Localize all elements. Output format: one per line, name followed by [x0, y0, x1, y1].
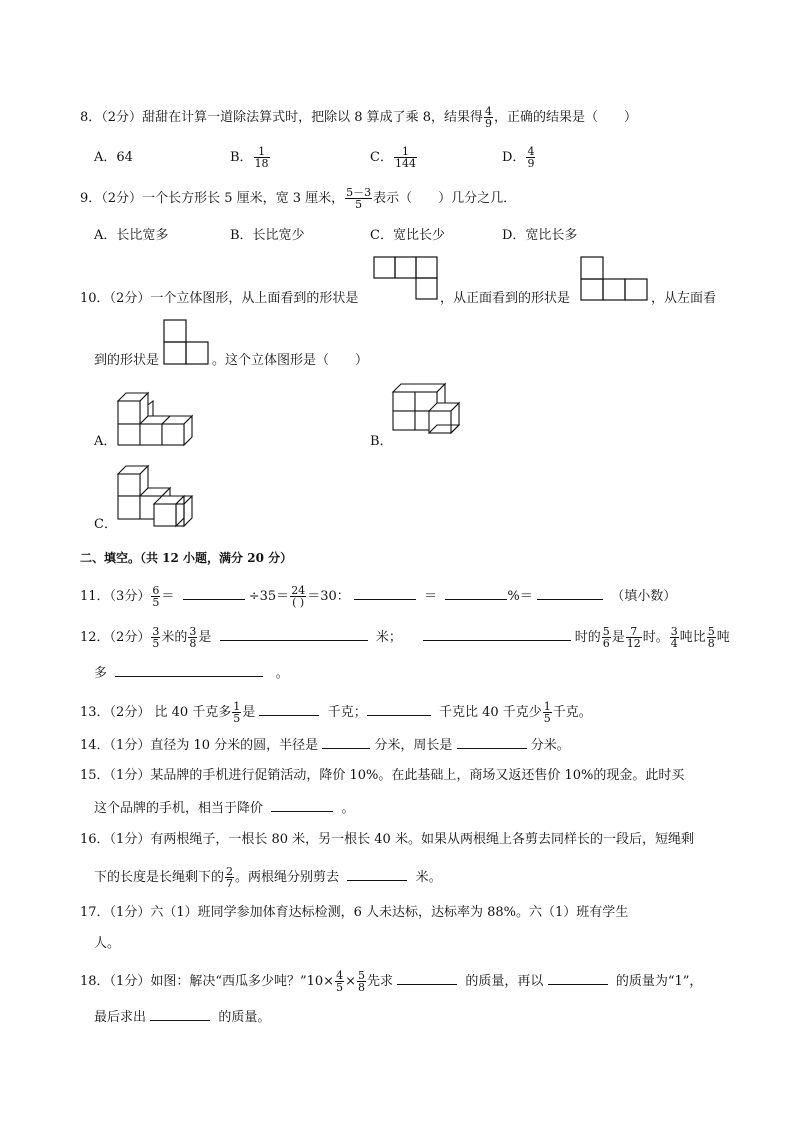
- q13-blank-1[interactable]: [259, 703, 319, 716]
- q16-stem-line2: 下的长度是长绳剩下的 $\frac{2}{7}$ 。两根绳分别剪去 米。: [94, 865, 442, 890]
- q11-blank-1[interactable]: [183, 587, 245, 600]
- q14-blank-1[interactable]: [322, 736, 370, 749]
- q16-blank-1[interactable]: [347, 868, 407, 881]
- q9-option-c[interactable]: C．宽比长少: [370, 228, 445, 243]
- q9-option-b[interactable]: B．长比宽少: [230, 228, 305, 243]
- q10-top-view: [374, 257, 440, 302]
- q18-stem-line2: 最后求出 的质量。: [94, 1010, 271, 1025]
- q8-stem: [80, 106, 637, 129]
- q8-tail: ，正确的结果是（ ）: [494, 110, 638, 125]
- q13-blank-2[interactable]: [367, 703, 431, 716]
- q17-stem-line1: 17．（1分）六（1）班同学参加体育达标检测，6 人未达标，达标率为 88%。六（1）班有学生: [80, 905, 629, 920]
- q12-stem-line2: 多 。: [94, 666, 289, 681]
- q15-stem-line2: 这个品牌的手机，相当于降价 。: [94, 801, 355, 816]
- q10-stem-line1: 10．（2分）一个立体图形，从上面看到的形状是: [80, 291, 359, 306]
- q14-blank-2[interactable]: [457, 736, 527, 749]
- q10-left-view: [164, 320, 214, 368]
- q8-option-b[interactable]: B． $\frac{1}{18}$: [230, 145, 269, 170]
- q9-stem: 9．（2分）一个长方形长 5 厘米，宽 3 厘米， $\frac{5-3}{5}$ 表示（ ）几分之几．: [80, 186, 517, 211]
- q10-option-b-figure[interactable]: [393, 384, 473, 446]
- q17-stem-line2: 人。: [94, 936, 121, 951]
- q10-text5: 。这个立体图形是（ ）: [212, 353, 369, 368]
- q12-stem-line1: 12．（2分） $\frac{3}{5}$ 米的 $\frac{3}{8}$ 是 米； 时的 $\frac{5}{6}$ 是 $\frac{7}{12}$ 时。 $\frac{3}{4}$ 吨比 $\frac{5}{8}$ 吨: [80, 625, 730, 650]
- q10-option-b-label[interactable]: B．: [370, 434, 393, 449]
- q10-option-c-figure[interactable]: [118, 466, 198, 528]
- q8-text: 甜甜在计算一道除法算式时，把除以 8 算成了乘 8，结果得: [142, 110, 484, 125]
- q8-score: （2分）: [101, 110, 143, 125]
- q10-option-c-label[interactable]: C．: [94, 517, 117, 532]
- q9-option-a[interactable]: A．长比宽多: [94, 228, 169, 243]
- q11-blank-4[interactable]: [537, 587, 603, 600]
- q12-blank-1[interactable]: [220, 628, 368, 641]
- q10-text2: ，从正面看到的形状是: [440, 291, 571, 306]
- q15-stem-line1: 15．（1分）某品牌的手机进行促销活动，降价 10%。在此基础上，商场又返还售价 10%的现金。此时买: [80, 768, 685, 783]
- section-2-heading: 二、填空。（共 12 小题，满分 20 分）: [80, 551, 293, 565]
- q11-stem: 11．（3分） $\frac{6}{5}$ ＝ ÷35＝ $\frac{24}{( )}$ ＝30： ＝ %＝ （填小数）: [80, 584, 677, 609]
- q18-blank-2[interactable]: [548, 972, 608, 985]
- q18-stem-line1: 18．（1分）如图：解决“西瓜多少吨？”10× $\frac{4}{5}$ × $\frac{5}{8}$ 先求 的质量，再以 的质量为“1”，: [80, 969, 703, 994]
- q9-fraction: $\frac{5-3}{5}$: [346, 186, 372, 211]
- q8-option-c[interactable]: C． $\frac{1}{144}$: [370, 145, 416, 170]
- q15-blank-1[interactable]: [271, 799, 333, 812]
- q18-blank-1[interactable]: [397, 972, 457, 985]
- q10-front-view: [581, 257, 651, 302]
- q10-text3: ，从左面看: [651, 291, 717, 306]
- q13-stem: 13．（2分） 比 40 千克多 $\frac{1}{5}$ 是 千克； 千克比 40 千克少 $\frac{1}{5}$ 千克。: [80, 700, 592, 725]
- q10-stem-line2: 到的形状是: [94, 353, 160, 368]
- q10-option-a-label[interactable]: A．: [94, 434, 117, 449]
- q8-number: 8．: [80, 110, 102, 125]
- q11-blank-3[interactable]: [445, 587, 507, 600]
- q12-blank-2[interactable]: [423, 628, 571, 641]
- q8-option-a[interactable]: A．64: [94, 150, 133, 165]
- q9-option-d[interactable]: D．宽比长多: [502, 228, 578, 243]
- q12-blank-3[interactable]: [115, 664, 263, 677]
- q8-option-d[interactable]: D． $\frac{4}{9}$: [502, 145, 535, 170]
- q14-stem: 14．（1分）直径为 10 分米的圆，半径是 分米，周长是 分米。: [80, 738, 570, 753]
- q11-blank-2[interactable]: [354, 587, 416, 600]
- q8-fraction: $\frac{4}{9}$: [485, 105, 493, 130]
- q18-blank-3[interactable]: [150, 1008, 210, 1021]
- q10-option-a-figure[interactable]: [118, 391, 198, 447]
- q16-stem-line1: 16．（1分）有两根绳子，一根长 80 米，另一根长 40 米。如果从两根绳上各剪去同样长的一段后，短绳剩: [80, 832, 694, 847]
